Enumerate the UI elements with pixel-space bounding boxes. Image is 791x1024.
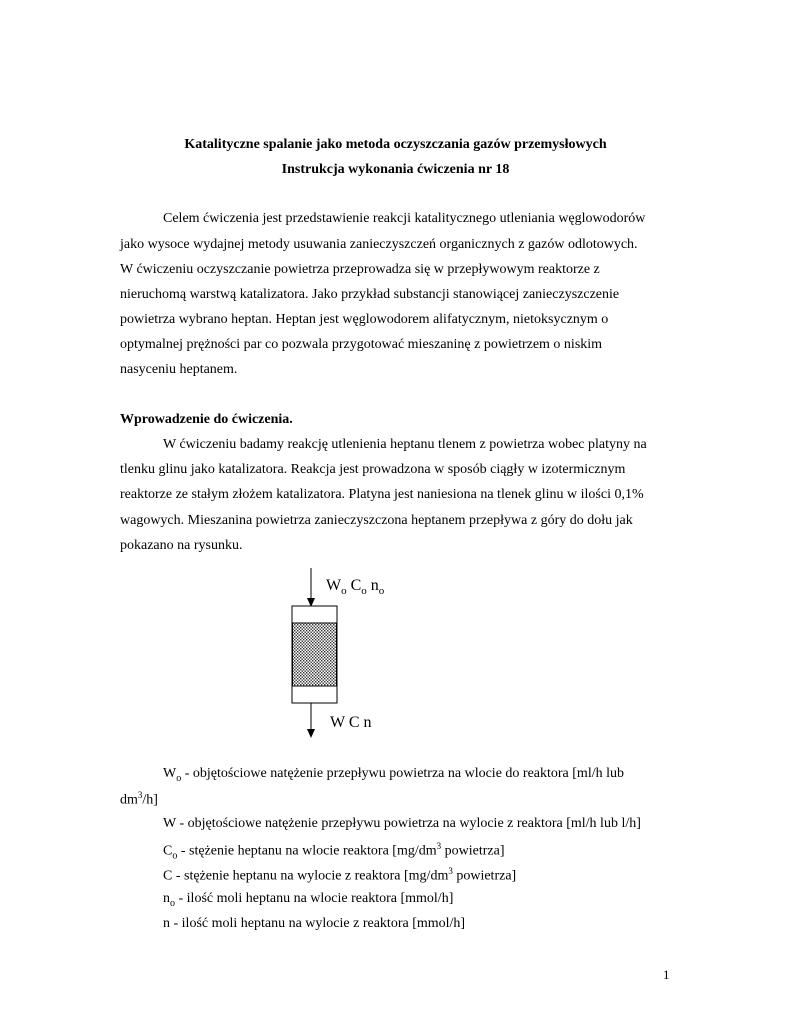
paragraph-line: wagowych. Mieszanina powietrza zanieczyszczona heptanem przepływa z góry do dołu jak xyxy=(120,513,633,528)
inlet-label: $W_o$ $C_o$ $n_o$ xyxy=(326,577,385,598)
paragraph-line: pokazano na rysunku. xyxy=(120,538,243,553)
paragraph-line: tlenku glinu jako katalizatora. Reakcja jest prowadzona w sposób ciągły w izotermicznym xyxy=(120,462,626,477)
paragraph-line: nieruchomą warstwą katalizatora. Jako przykład substancji stanowiącej zanieczyszczenie xyxy=(120,287,620,302)
definition-co: $C_o$ - stężenie heptanu na wlocie reaktora [$mg/dm^3$ powietrza] xyxy=(163,841,505,862)
paragraph-line: reaktorze ze stałym złożem katalizatora. Platyna jest naniesiona na tlenek glinu w ilości 0,1% xyxy=(120,487,644,502)
document-title: Katalityczne spalanie jako metoda oczyszczania gazów przemysłowych xyxy=(184,137,607,152)
document-subtitle: Instrukcja wykonania ćwiczenia nr 18 xyxy=(281,162,510,177)
paragraph-line: jako wysoce wydajnej metody usuwania zanieczyszczeń organicznych z gazów odlotowych. xyxy=(120,237,638,252)
paragraph-line: W ćwiczeniu oczyszczanie powietrza przeprowadza się w przepływowym reaktorze z xyxy=(120,262,600,277)
paragraph-line: powietrza wybrano heptan. Heptan jest węglowodorem alifatycznym, nietoksycznym o xyxy=(120,312,609,327)
paragraph-line: W ćwiczeniu badamy reakcję utlenienia heptanu tlenem z powietrza wobec platyny na xyxy=(163,437,647,452)
definition-wo-continued: $dm^3/h$] xyxy=(120,790,158,808)
paragraph-line: optymalnej prężności par co pozwala przygotować mieszaninę z powietrzem o niskim xyxy=(120,337,603,352)
definition-n: n - ilość moli heptanu na wylocie z reaktora [mmol/h] xyxy=(163,916,466,931)
definition-no: $n_o$ - ilość moli heptanu na wlocie reaktora [mmol/h] xyxy=(163,891,454,909)
outlet-label: W C n xyxy=(330,714,372,731)
page-number: 1 xyxy=(663,967,670,982)
definition-wo: $W_o$ - objętościowe natężenie przepływu powietrza na wlocie do reaktora [ml/h lub xyxy=(163,766,624,784)
definition-c: C - stężenie heptanu na wylocie z reaktora [$mg/dm^3$ powietrza] xyxy=(163,866,517,884)
definition-w: W - objętościowe natężenie przepływu powietrza na wylocie z reaktora [ml/h lub l/h] xyxy=(163,816,641,831)
paragraph-line: nasyceniu heptanem. xyxy=(120,362,238,377)
section-heading: Wprowadzenie do ćwiczenia. xyxy=(120,412,293,427)
outlet-arrowhead xyxy=(307,729,315,738)
paragraph-line: Celem ćwiczenia jest przedstawienie reakcji katalitycznego utleniania węglowodorów xyxy=(163,211,646,226)
catalyst-bed xyxy=(293,623,337,686)
